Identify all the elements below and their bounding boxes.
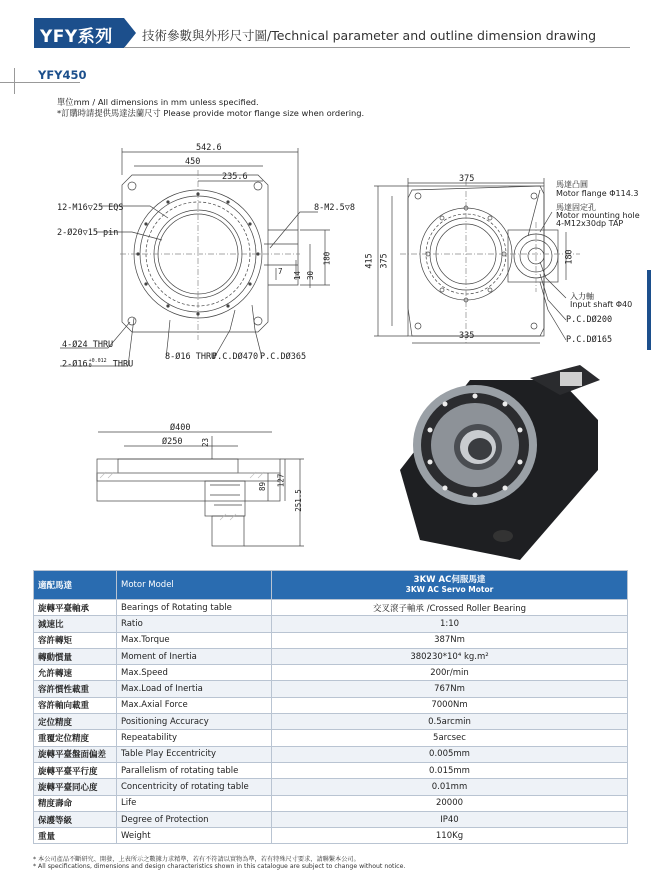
footnote-cn: * 本公司產品不斷研究、開發，上表所示之數據力求精準，若有不符請以實物為準，若有特殊尺寸要求，請聯繫本公司。 bbox=[33, 856, 360, 863]
table-cell-en: Life bbox=[117, 795, 272, 811]
dim-89: 89 bbox=[258, 481, 268, 492]
dim-235-6: 235.6 bbox=[222, 172, 248, 182]
motor-hole-cn: 馬達固定孔 bbox=[556, 203, 596, 212]
header-value: 3KW AC伺服馬達 3KW AC Servo Motor bbox=[272, 571, 628, 600]
table-cell-en: Degree of Protection bbox=[117, 811, 272, 827]
dim-335: 335 bbox=[459, 331, 475, 341]
table-row bbox=[34, 714, 628, 730]
table-cell-en: Concentricity of rotating table bbox=[117, 779, 272, 795]
dim-415: 415 bbox=[364, 253, 375, 269]
m2-5-label: 8-M2.5▽8 bbox=[314, 203, 355, 213]
dim-7: 7 bbox=[278, 267, 283, 276]
input-shaft-en: Input shaft Φ40 bbox=[570, 300, 633, 309]
spec-table bbox=[33, 570, 628, 844]
dim-375-top: 375 bbox=[459, 174, 475, 184]
table-cell-cn: 容許軸向載重 bbox=[34, 697, 117, 713]
table-cell-cn: 允許轉速 bbox=[34, 665, 117, 681]
table-cell-value: 20000 bbox=[272, 795, 628, 811]
dim-30: 30 bbox=[306, 270, 316, 281]
table-cell-value: IP40 bbox=[272, 811, 628, 827]
table-cell-value: 5arcsec bbox=[272, 730, 628, 746]
pcd165-label: P.C.DØ165 bbox=[566, 335, 613, 345]
motor-flange-cn: 馬達凸圓 bbox=[556, 180, 588, 189]
table-cell-en: Max.Axial Force bbox=[117, 697, 272, 713]
table-cell-value: 交叉滾子軸承 /Crossed Roller Bearing bbox=[272, 600, 628, 616]
table-cell-value: 767Nm bbox=[272, 681, 628, 697]
dim-375-left: 375 bbox=[379, 253, 390, 269]
table-cell-cn: 旋轉平臺同心度 bbox=[34, 779, 117, 795]
dim-14: 14 bbox=[293, 270, 303, 281]
table-row bbox=[34, 600, 628, 616]
dia250-label: Ø250 bbox=[162, 437, 183, 447]
table-cell-value: 387Nm bbox=[272, 632, 628, 648]
table-cell-cn: 重覆定位精度 bbox=[34, 730, 117, 746]
table-cell-en: Max.Load of Inertia bbox=[117, 681, 272, 697]
table-cell-cn: 減速比 bbox=[34, 616, 117, 632]
thru-16a-label: 2-Ø16+0.012 0 THRU bbox=[62, 358, 134, 370]
table-cell-en: Weight bbox=[117, 828, 272, 844]
banner-subtitle: 技術參數與外形尺寸圖/Technical parameter and outline dimension drawing bbox=[142, 28, 597, 43]
table-row bbox=[34, 762, 628, 778]
table-cell-cn: 容許轉矩 bbox=[34, 632, 117, 648]
table-row bbox=[34, 665, 628, 681]
pcd200-label: P.C.DØ200 bbox=[566, 315, 613, 325]
table-row bbox=[34, 632, 628, 648]
table-row bbox=[34, 811, 628, 827]
table-cell-en: Moment of Inertia bbox=[117, 648, 272, 664]
model-name: YFY450 bbox=[38, 68, 87, 82]
dim-450: 450 bbox=[185, 157, 201, 167]
table-cell-en: Table Play Eccentricity bbox=[117, 746, 272, 762]
table-header-row bbox=[34, 571, 628, 600]
table-cell-cn: 定位精度 bbox=[34, 714, 117, 730]
table-cell-value: 110Kg bbox=[272, 828, 628, 844]
pcd470-label: P.C.DØ470 bbox=[212, 352, 259, 362]
table-cell-cn: 旋轉平臺盤面偏差 bbox=[34, 746, 117, 762]
table-cell-value: 380230*10⁴ kg.m² bbox=[272, 648, 628, 664]
dia400-label: Ø400 bbox=[170, 423, 191, 433]
footnote-en: * All specifications, dimensions and design characteristics shown in this catalogue are subject to change without notice. bbox=[33, 863, 406, 870]
dim-180-side: 180 bbox=[564, 249, 575, 265]
dim-23: 23 bbox=[201, 437, 211, 448]
table-cell-value: 1:10 bbox=[272, 616, 628, 632]
table-cell-cn: 容許慣性載重 bbox=[34, 681, 117, 697]
table-cell-en: Bearings of Rotating table bbox=[117, 600, 272, 616]
thru-24-label: 4-Ø24 THRU bbox=[62, 340, 114, 350]
table-cell-value: 7000Nm bbox=[272, 697, 628, 713]
table-cell-cn: 旋轉平臺平行度 bbox=[34, 762, 117, 778]
table-cell-cn: 旋轉平臺軸承 bbox=[34, 600, 117, 616]
table-cell-en: Ratio bbox=[117, 616, 272, 632]
table-row bbox=[34, 746, 628, 762]
table-row bbox=[34, 828, 628, 844]
front-outline bbox=[122, 175, 268, 332]
table-row bbox=[34, 697, 628, 713]
dim-127: 127 bbox=[276, 473, 286, 488]
table-row bbox=[34, 681, 628, 697]
note-units: 單位mm / All dimensions in mm unless specified. bbox=[57, 97, 259, 107]
hole-12-label: 12-M16▽25 EQS bbox=[57, 203, 124, 213]
table-row bbox=[34, 730, 628, 746]
table-cell-value: 0.01mm bbox=[272, 779, 628, 795]
dim-542-6: 542.6 bbox=[196, 143, 222, 153]
table-cell-value: 0.015mm bbox=[272, 762, 628, 778]
table-cell-value: 0.005mm bbox=[272, 746, 628, 762]
table-row bbox=[34, 795, 628, 811]
table-cell-en: Parallelism of rotating table bbox=[117, 762, 272, 778]
table-row bbox=[34, 648, 628, 664]
table-cell-en: Max.Torque bbox=[117, 632, 272, 648]
table-cell-cn: 重量 bbox=[34, 828, 117, 844]
motor-flange-en: Motor flange Φ114.3 bbox=[556, 189, 639, 198]
pin-label: 2-Ø20▽15 pin bbox=[57, 228, 119, 238]
thru-16b-label: 8-Ø16 THRU bbox=[165, 352, 217, 362]
motor-hole-tap: 4-M12x30dp TAP bbox=[556, 219, 624, 228]
table-row bbox=[34, 779, 628, 795]
table-cell-value: 200r/min bbox=[272, 665, 628, 681]
product-photo bbox=[400, 365, 600, 560]
dim-251-5: 251.5 bbox=[293, 489, 303, 512]
header-cn: 適配馬達 bbox=[34, 571, 117, 600]
table-cell-value: 0.5arcmin bbox=[272, 714, 628, 730]
table-cell-en: Max.Speed bbox=[117, 665, 272, 681]
table-cell-en: Repeatability bbox=[117, 730, 272, 746]
input-shaft-cn: 入力軸 bbox=[570, 292, 594, 301]
motor-hole-en: Motor mounting hole bbox=[556, 211, 640, 220]
pcd365-label: P.C.DØ365 bbox=[260, 352, 307, 362]
note-flange: *訂購時請提供馬達法蘭尺寸 Please provide motor flange size when ordering. bbox=[57, 108, 365, 118]
table-cell-en: Positioning Accuracy bbox=[117, 714, 272, 730]
table-cell-cn: 保護等級 bbox=[34, 811, 117, 827]
table-cell-cn: 精度壽命 bbox=[34, 795, 117, 811]
series-title: YFY系列 bbox=[40, 27, 113, 47]
dim-180-front: 180 bbox=[322, 251, 332, 266]
header-en: Motor Model bbox=[117, 571, 272, 600]
table-cell-cn: 轉動慣量 bbox=[34, 648, 117, 664]
table-row bbox=[34, 616, 628, 632]
